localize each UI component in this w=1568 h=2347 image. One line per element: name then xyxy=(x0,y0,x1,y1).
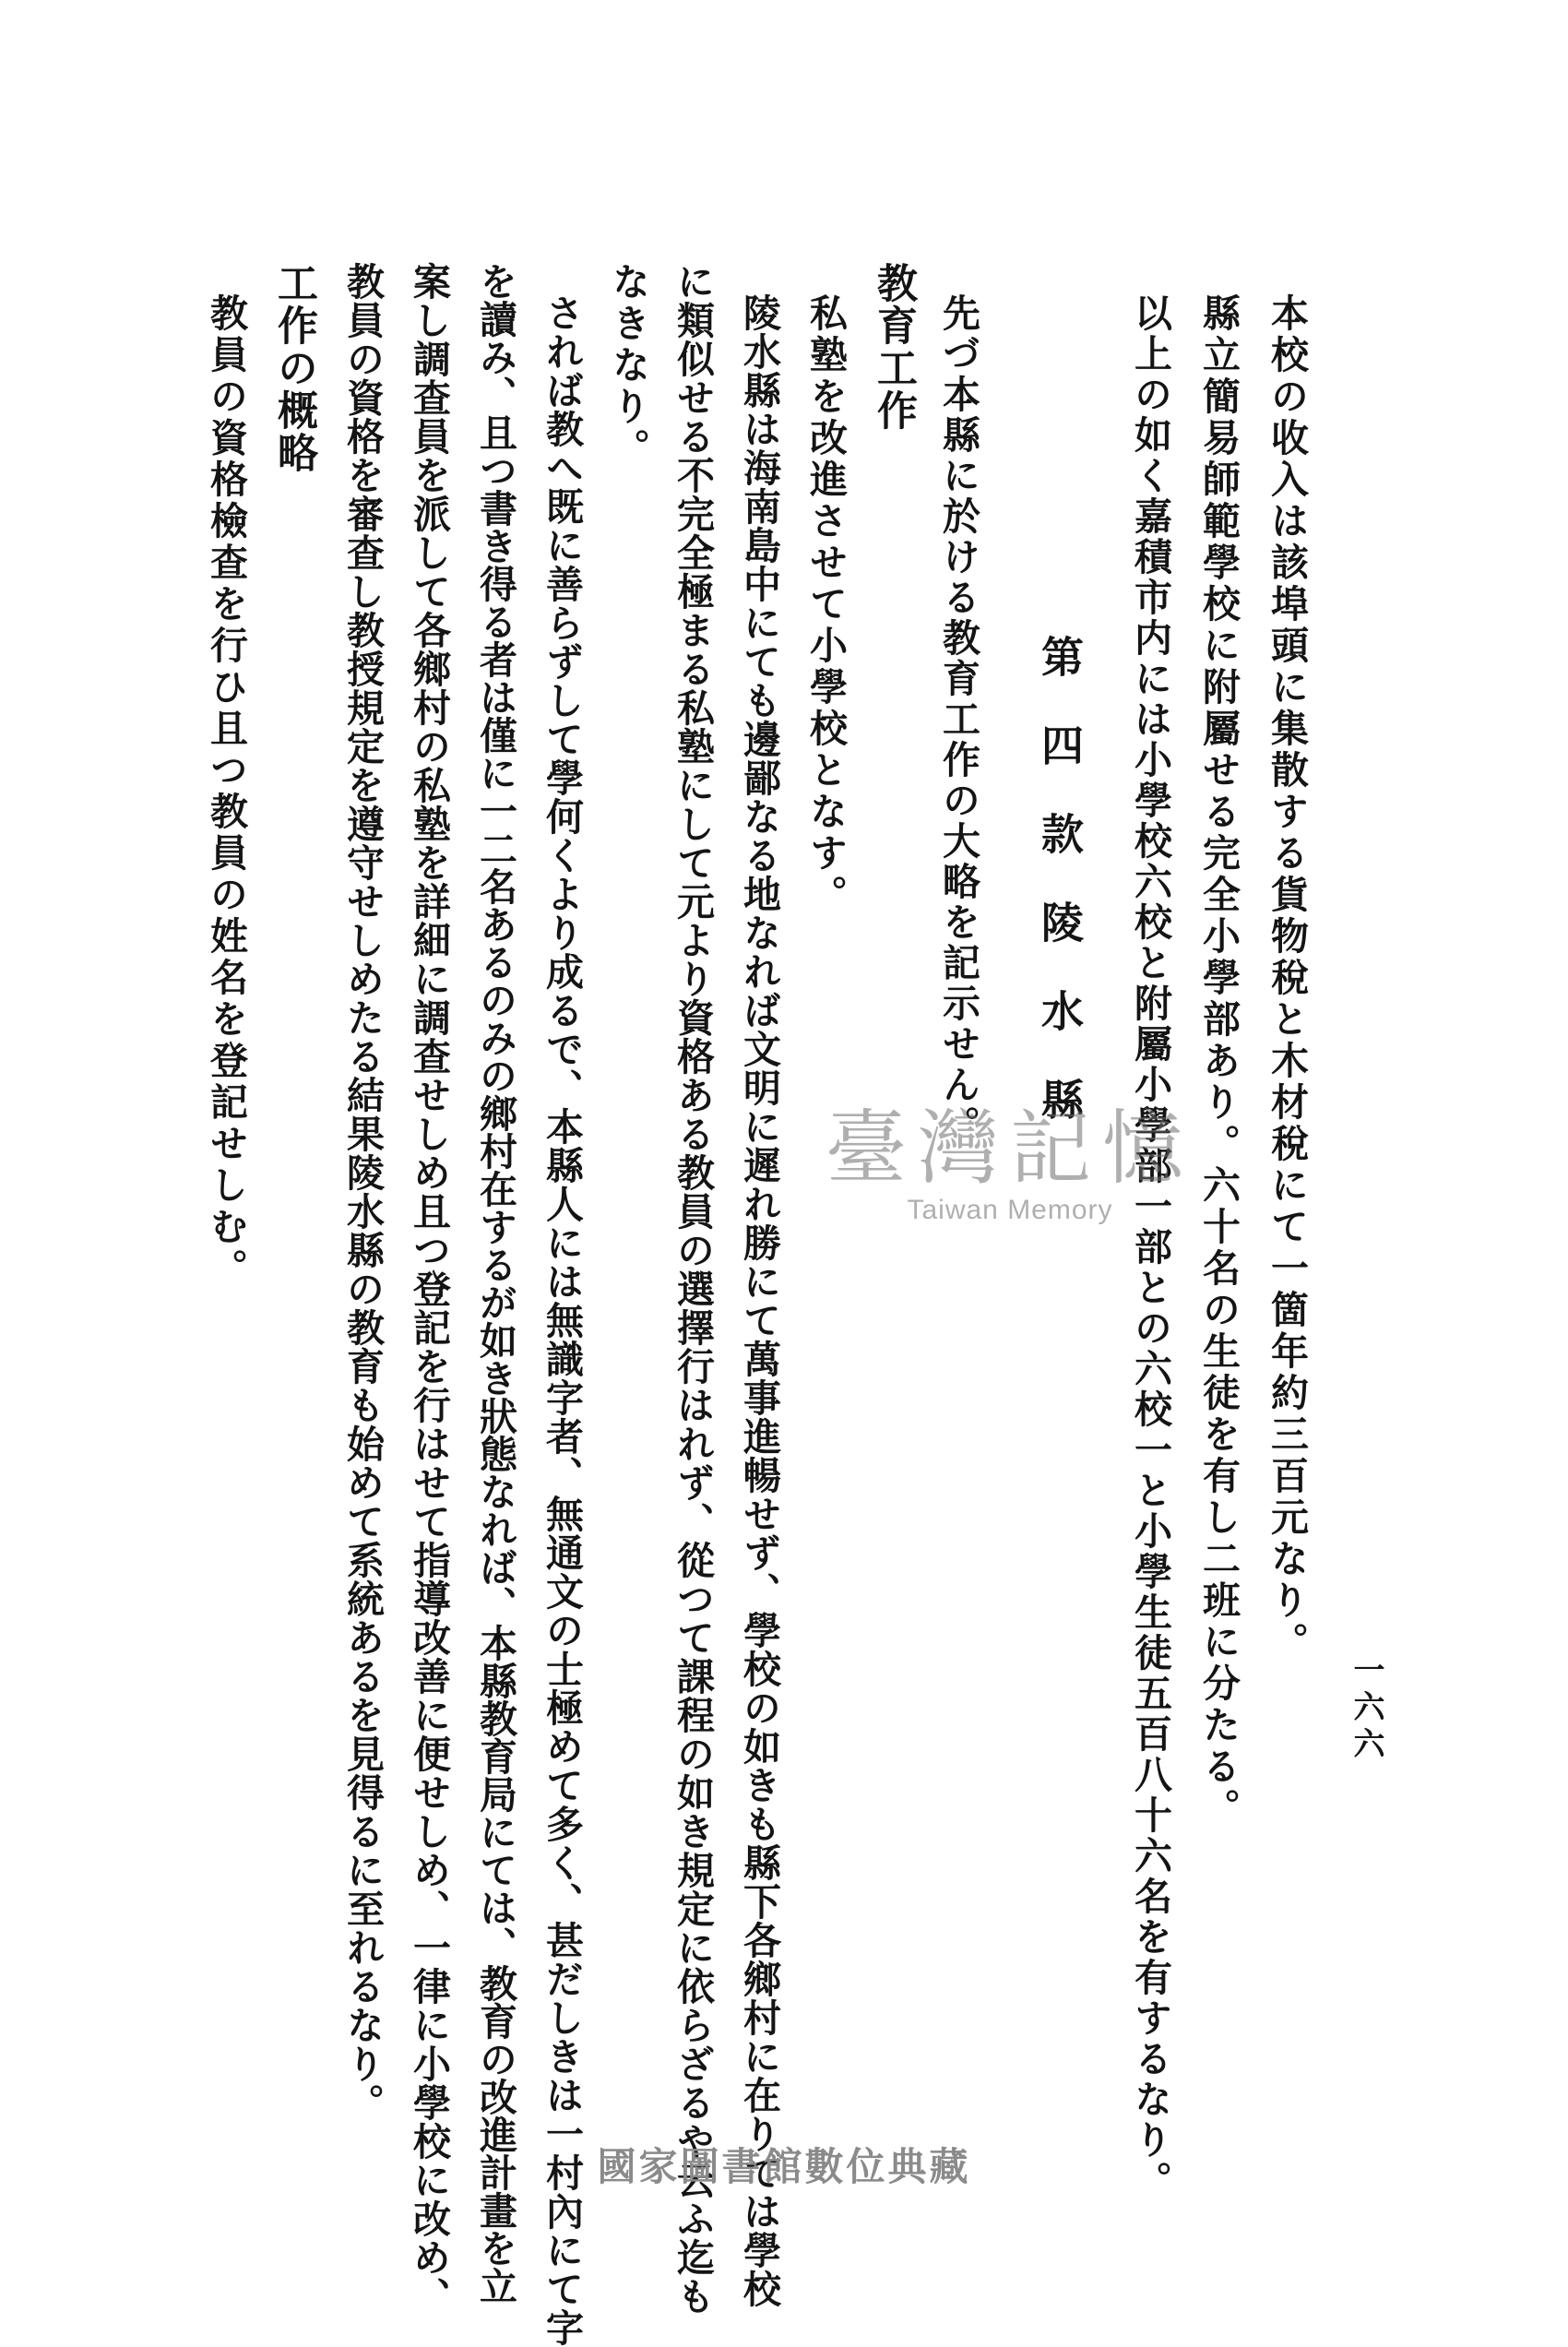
section-title: 第四款陵水縣 xyxy=(1035,635,1085,1166)
education-paragraph-line-1: 陵水縣は海南島中にても邊鄙なる地なれば文明に遲れ勝にて萬事進暢せず、學校の如きも縣下各鄉村に在りては學校 xyxy=(737,293,781,2308)
education-paragraph-line-4: されば教へ既に善らずして學何くより成るで、本縣人には無識字者、無通文の士極めて多く、甚だしきは一村內にて字 xyxy=(540,293,584,2347)
heading-work-outline: 工作の概略 xyxy=(270,262,317,474)
intro-line: 先づ本縣に於ける教育工作の大略を記示せん。 xyxy=(936,293,980,1146)
education-paragraph-line-2: に類似せる不完全極まる私塾にして元より資格ある教員の選擇行はれず、從つて課程の如き規定に依らざるや云ふ迄も xyxy=(671,262,715,2316)
outline-line: 教員の資格檢查を行ひ且つ教員の姓名を登記せしむ。 xyxy=(204,293,248,1290)
education-paragraph-line-3: なきなり。 xyxy=(606,262,650,470)
text-line-2: 縣立簡易師範學校に附屬せる完全小學部あり。六十名の生徒を有し二班に分たる。 xyxy=(1196,293,1241,1829)
education-subheading: 私塾を改進させて小學校となす。 xyxy=(803,293,848,916)
education-paragraph-line-6: 案し調查員を派して各鄉村の私塾を詳細に調查せしめ且つ登記を行はせて指導改善に便せしめ、一律に小學校に改め、 xyxy=(407,262,451,2316)
text-line-3: 以上の如く嘉積市内には小學校六校と附屬小學部一部との六校一と小學生徒五百八十六名を有するなり。 xyxy=(1128,293,1172,2201)
footer-archive-label: 國家圖書館數位典藏 xyxy=(597,2144,971,2189)
education-paragraph-line-7: 教員の資格を審查し教授規定を遵守せしめたる結果陵水縣の教育も始めて系統あるを見得るに至れるなり。 xyxy=(340,262,385,2122)
watermark-main: 臺灣記憶 xyxy=(825,1101,1194,1196)
education-paragraph-line-5: を讀み、且つ書き得る者は僅に一二名あるのみの鄉村在するが如き狀態なれば、本縣教育局にては、教育の改進計畫を立 xyxy=(473,262,517,2305)
heading-education-work: 教育工作 xyxy=(870,262,917,432)
page-number: 一六六 xyxy=(1348,1653,1384,1764)
text-line-1: 本校の收入は該埠頭に集散する貨物稅と木材稅にて一箇年約三百元なり。 xyxy=(1265,293,1309,1663)
watermark-sub: Taiwan Memory xyxy=(907,1195,1113,1225)
